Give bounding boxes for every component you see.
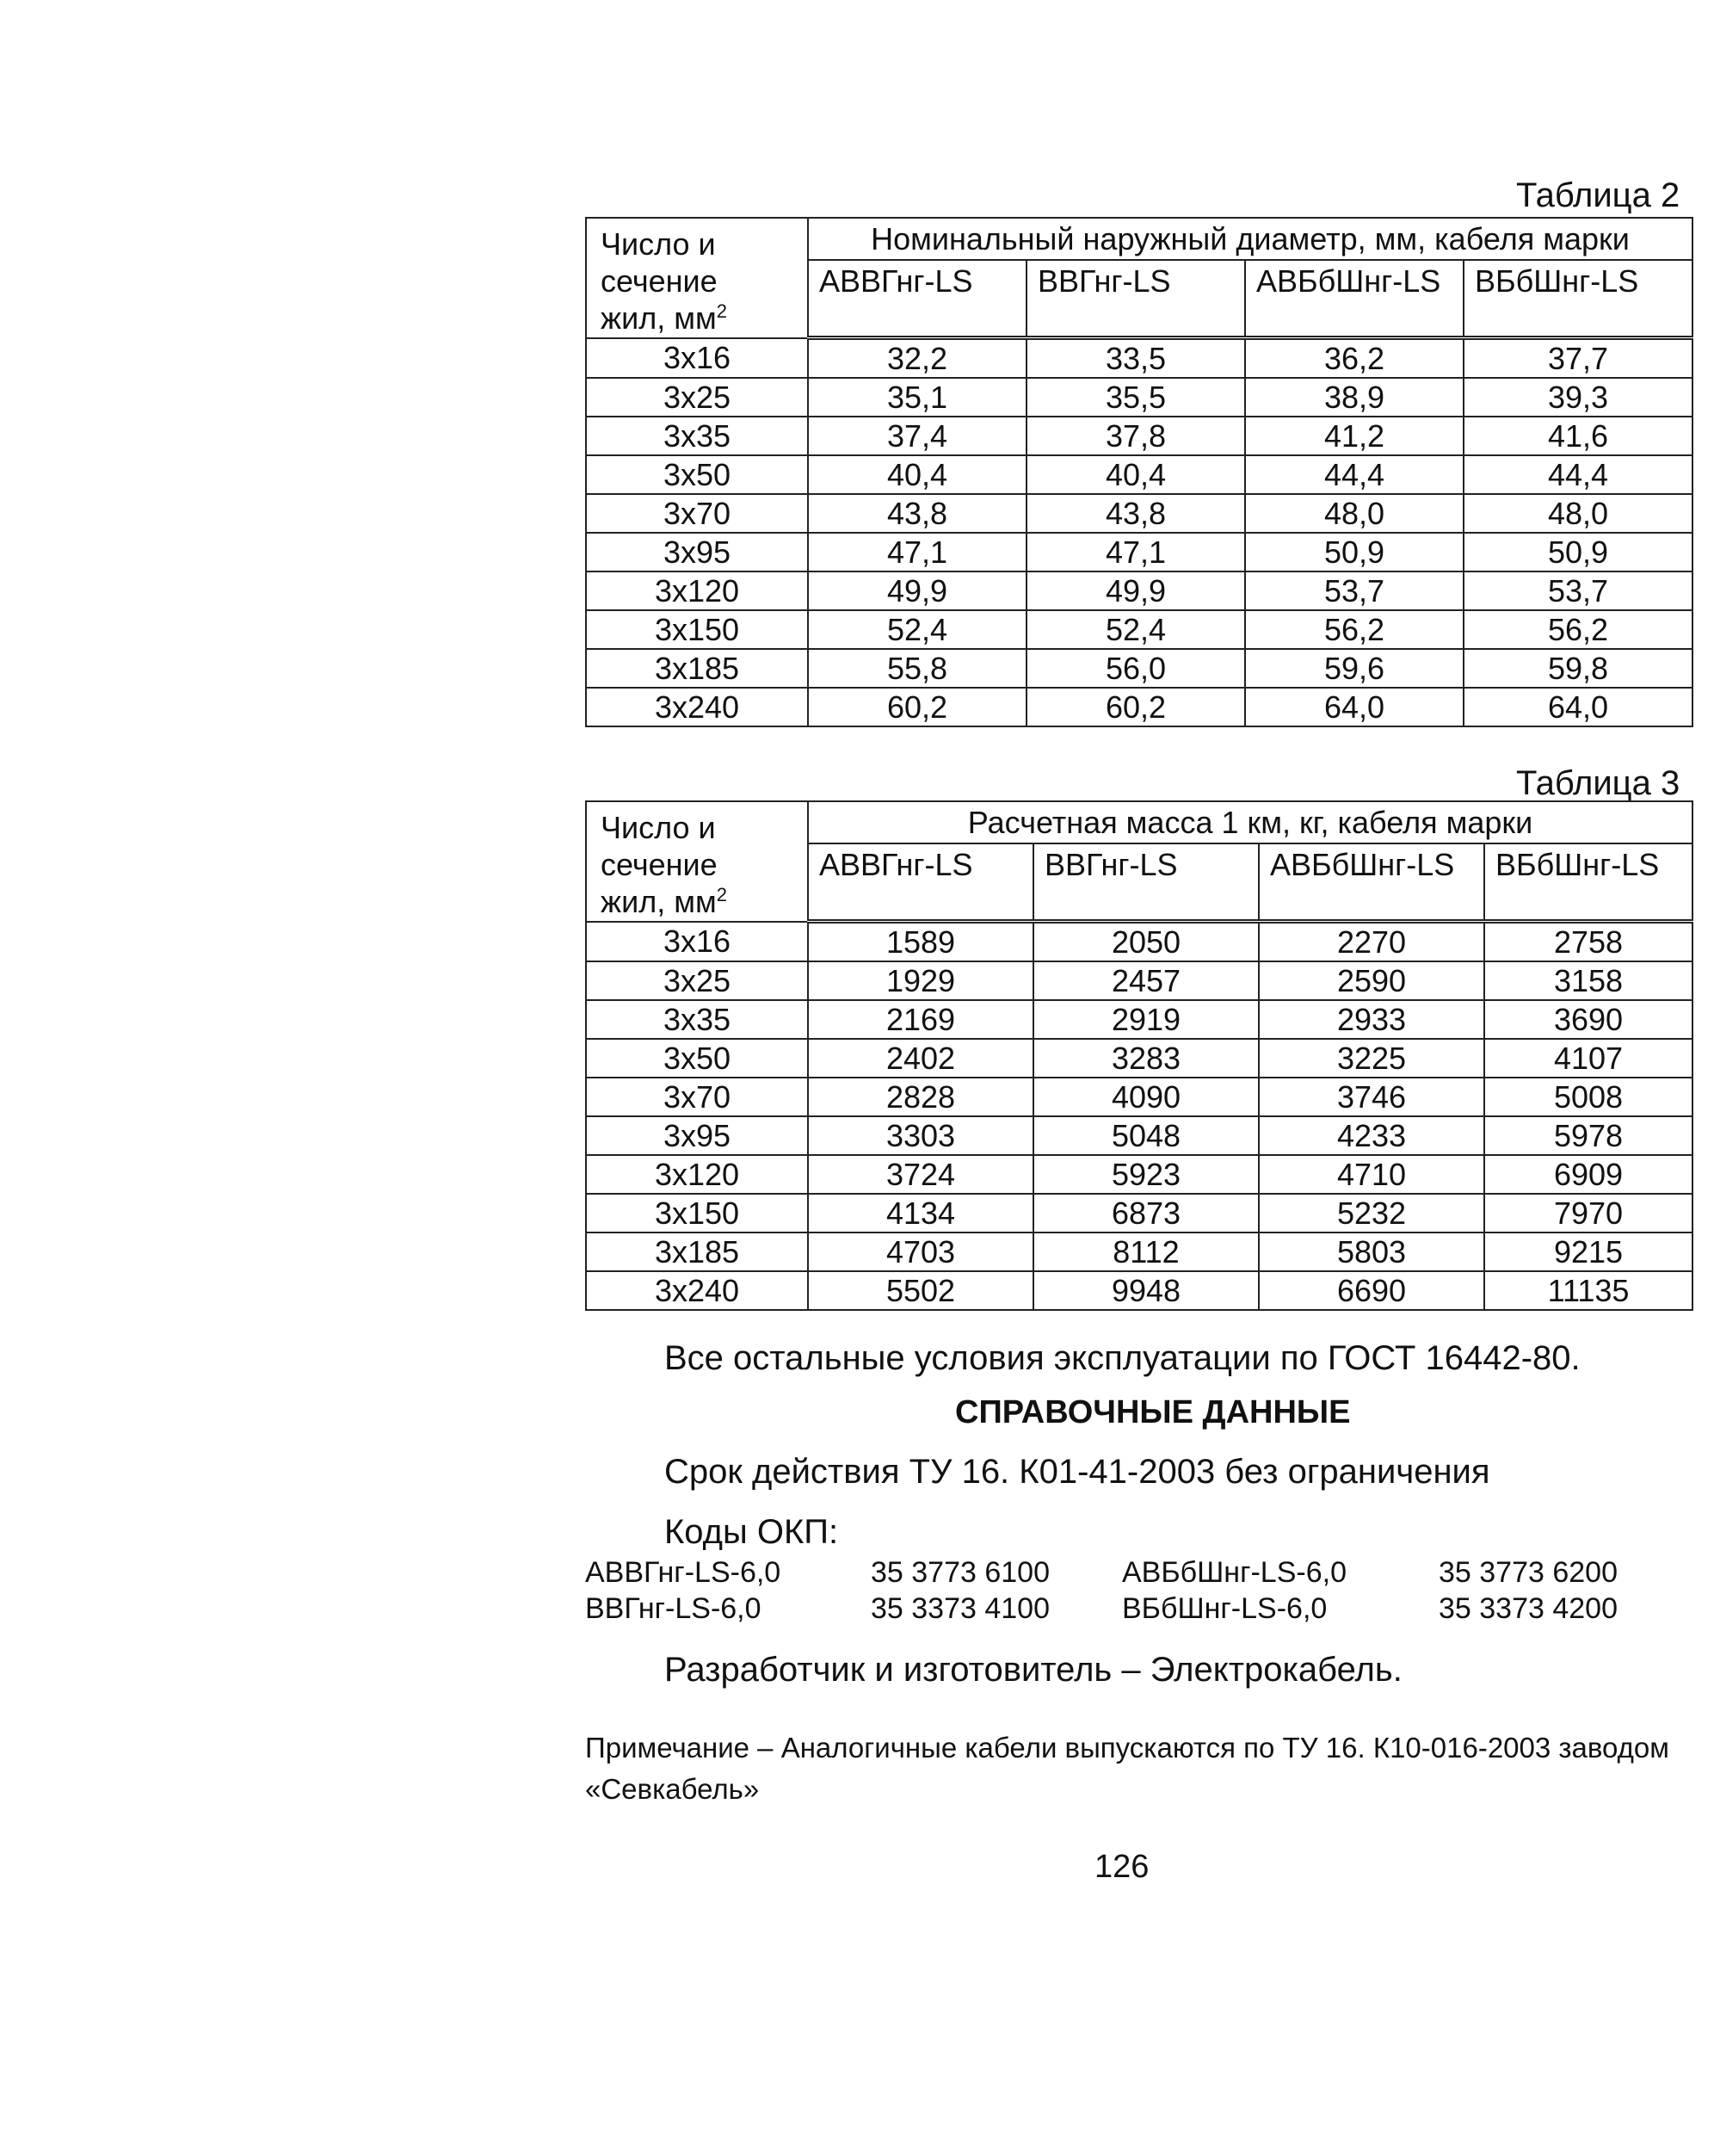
value-cell: 56,2	[1245, 610, 1464, 649]
corner-line-1: Число и	[601, 226, 716, 262]
row-header-cell: 3х150	[586, 610, 808, 649]
value-cell: 3724	[808, 1155, 1033, 1194]
table3-body	[586, 922, 1692, 1311]
table3	[585, 800, 1693, 1311]
value-cell: 49,9	[808, 571, 1027, 610]
row-header-cell: 3х95	[586, 533, 808, 571]
table-row	[586, 1039, 1692, 1078]
table-row	[586, 571, 1692, 610]
table-row	[586, 455, 1692, 494]
value-cell: 3283	[1033, 1039, 1259, 1078]
value-cell: 59,6	[1245, 649, 1464, 688]
value-cell: 33,5	[1027, 338, 1245, 379]
value-cell: 2758	[1484, 922, 1692, 962]
row-header-cell: 3х150	[586, 1194, 808, 1232]
okp-code: 35 3373 4200	[1439, 1592, 1618, 1625]
table-row	[586, 533, 1692, 571]
value-cell: 4703	[808, 1232, 1033, 1271]
table-row	[586, 1000, 1692, 1039]
value-cell: 60,2	[808, 688, 1027, 726]
reference-data-heading: СПРАВОЧНЫЕ ДАННЫЕ	[955, 1394, 1351, 1430]
table3-span-header: Расчетная масса 1 км, кг, кабеля марки	[808, 801, 1692, 843]
value-cell: 7970	[1484, 1194, 1692, 1232]
table-row	[586, 922, 1692, 962]
okp-code: 35 3773 6100	[871, 1556, 1050, 1589]
value-cell: 9948	[1033, 1271, 1259, 1310]
value-cell: 64,0	[1464, 688, 1692, 726]
table3-brand-header: ВВГнг-LS	[1033, 843, 1259, 921]
value-cell: 2919	[1033, 1000, 1259, 1039]
value-cell: 53,7	[1245, 571, 1464, 610]
value-cell: 43,8	[808, 494, 1027, 533]
value-cell: 47,1	[808, 533, 1027, 571]
row-header-cell: 3х185	[586, 649, 808, 688]
value-cell: 4107	[1484, 1039, 1692, 1078]
value-cell: 38,9	[1245, 378, 1464, 417]
value-cell: 9215	[1484, 1232, 1692, 1271]
row-header-cell: 3х70	[586, 1078, 808, 1116]
table2-brand-header: ВВГнг-LS	[1027, 260, 1245, 337]
value-cell: 36,2	[1245, 338, 1464, 379]
value-cell: 2590	[1259, 961, 1484, 1000]
table-row	[586, 1271, 1692, 1310]
value-cell: 35,1	[808, 378, 1027, 417]
value-cell: 6690	[1259, 1271, 1484, 1310]
row-header-cell: 3х35	[586, 1000, 808, 1039]
value-cell: 37,8	[1027, 417, 1245, 455]
table-row	[586, 1232, 1692, 1271]
value-cell: 5978	[1484, 1116, 1692, 1155]
value-cell: 2169	[808, 1000, 1033, 1039]
value-cell: 4134	[808, 1194, 1033, 1232]
value-cell: 55,8	[808, 649, 1027, 688]
row-header-cell: 3х50	[586, 455, 808, 494]
value-cell: 3690	[1484, 1000, 1692, 1039]
value-cell: 5923	[1033, 1155, 1259, 1194]
table-row	[586, 649, 1692, 688]
value-cell: 39,3	[1464, 378, 1692, 417]
value-cell: 5502	[808, 1271, 1033, 1310]
validity-term-text: Срок действия ТУ 16. К01-41-2003 без ограничения	[664, 1453, 1490, 1491]
value-cell: 8112	[1033, 1232, 1259, 1271]
value-cell: 40,4	[1027, 455, 1245, 494]
row-header-cell: 3х35	[586, 417, 808, 455]
table-row	[586, 494, 1692, 533]
table-row	[586, 688, 1692, 726]
value-cell: 60,2	[1027, 688, 1245, 726]
value-cell: 5008	[1484, 1078, 1692, 1116]
value-cell: 1929	[808, 961, 1033, 1000]
value-cell: 56,2	[1464, 610, 1692, 649]
table3-brand-header: АВВГнг-LS	[808, 843, 1033, 921]
value-cell: 3746	[1259, 1078, 1484, 1116]
value-cell: 41,2	[1245, 417, 1464, 455]
table-row	[586, 417, 1692, 455]
value-cell: 32,2	[808, 338, 1027, 379]
value-cell: 2402	[808, 1039, 1033, 1078]
value-cell: 2933	[1259, 1000, 1484, 1039]
okp-codes-heading: Коды ОКП:	[664, 1513, 839, 1551]
page-number: 126	[1094, 1849, 1150, 1885]
gost-conditions-text: Все остальные условия эксплуатации по ГОСТ 16442-80.	[664, 1339, 1581, 1377]
value-cell: 64,0	[1245, 688, 1464, 726]
row-header-cell: 3х120	[586, 571, 808, 610]
row-header-cell: 3х50	[586, 1039, 808, 1078]
table2-brand-header: ВБбШнг-LS	[1464, 260, 1692, 337]
value-cell: 6909	[1484, 1155, 1692, 1194]
row-header-cell: 3х120	[586, 1155, 808, 1194]
table2-span-header: Номинальный наружный диаметр, мм, кабеля марки	[808, 218, 1692, 260]
value-cell: 43,8	[1027, 494, 1245, 533]
row-header-cell: 3х16	[586, 338, 808, 379]
value-cell: 4710	[1259, 1155, 1484, 1194]
value-cell: 37,7	[1464, 338, 1692, 379]
value-cell: 48,0	[1245, 494, 1464, 533]
value-cell: 44,4	[1245, 455, 1464, 494]
value-cell: 35,5	[1027, 378, 1245, 417]
table3-brand-header: ВБбШнг-LS	[1484, 843, 1692, 921]
okp-brand: АВВГнг-LS-6,0	[585, 1556, 781, 1589]
note-text: Примечание – Аналогичные кабели выпускаются по ТУ 16. К10-016-2003 заводом «Севкабель»	[585, 1732, 1669, 1805]
okp-brand: АВБбШнг-LS-6,0	[1122, 1556, 1347, 1589]
value-cell: 3225	[1259, 1039, 1484, 1078]
value-cell: 53,7	[1464, 571, 1692, 610]
table2-brand-header: АВВГнг-LS	[808, 260, 1027, 337]
value-cell: 52,4	[808, 610, 1027, 649]
value-cell: 47,1	[1027, 533, 1245, 571]
table-row	[586, 1155, 1692, 1194]
value-cell: 2050	[1033, 922, 1259, 962]
row-header-cell: 3х70	[586, 494, 808, 533]
value-cell: 59,8	[1464, 649, 1692, 688]
table3-corner-header	[586, 801, 808, 922]
okp-brand: ВВГнг-LS-6,0	[585, 1592, 761, 1625]
row-header-cell: 3х25	[586, 378, 808, 417]
okp-code: 35 3773 6200	[1439, 1556, 1618, 1589]
value-cell: 2828	[808, 1078, 1033, 1116]
corner-line-2: сечение	[601, 263, 718, 300]
value-cell: 52,4	[1027, 610, 1245, 649]
developer-text: Разработчик и изготовитель – Электрокабель.	[664, 1651, 1403, 1689]
table-row	[586, 1078, 1692, 1116]
corner-line-3: жил, $мм^2$	[601, 884, 727, 920]
value-cell: 50,9	[1245, 533, 1464, 571]
row-header-cell: 3х240	[586, 1271, 808, 1310]
value-cell: 37,4	[808, 417, 1027, 455]
value-cell: 1589	[808, 922, 1033, 962]
value-cell: 41,6	[1464, 417, 1692, 455]
table2-corner-header	[586, 218, 808, 338]
row-header-cell: 3х240	[586, 688, 808, 726]
table2-brand-header: АВБбШнг-LS	[1245, 260, 1464, 337]
value-cell: 4233	[1259, 1116, 1484, 1155]
table-row	[586, 961, 1692, 1000]
table3-brand-header: АВБбШнг-LS	[1259, 843, 1484, 921]
value-cell: 3303	[808, 1116, 1033, 1155]
row-header-cell: 3х16	[586, 922, 808, 962]
row-header-cell: 3х95	[586, 1116, 808, 1155]
value-cell: 44,4	[1464, 455, 1692, 494]
corner-line-2: сечение	[601, 847, 718, 883]
table2	[585, 217, 1693, 727]
table2-caption: Таблица 2	[1516, 176, 1680, 214]
okp-brand: ВБбШнг-LS-6,0	[1122, 1592, 1328, 1625]
table-row	[586, 378, 1692, 417]
value-cell: 49,9	[1027, 571, 1245, 610]
value-cell: 2457	[1033, 961, 1259, 1000]
value-cell: 6873	[1033, 1194, 1259, 1232]
value-cell: 56,0	[1027, 649, 1245, 688]
value-cell: 4090	[1033, 1078, 1259, 1116]
value-cell: 5048	[1033, 1116, 1259, 1155]
table3-caption: Таблица 3	[1516, 764, 1680, 802]
value-cell: 5803	[1259, 1232, 1484, 1271]
value-cell: 11135	[1484, 1271, 1692, 1310]
row-header-cell: 3х25	[586, 961, 808, 1000]
corner-line-3: жил, $мм^2$	[601, 300, 727, 337]
table2-body	[586, 338, 1692, 727]
value-cell: 40,4	[808, 455, 1027, 494]
table-row	[586, 1116, 1692, 1155]
value-cell: 5232	[1259, 1194, 1484, 1232]
table-row	[586, 1194, 1692, 1232]
row-header-cell: 3х185	[586, 1232, 808, 1271]
corner-line-1: Число и	[601, 810, 716, 845]
value-cell: 2270	[1259, 922, 1484, 962]
value-cell: 50,9	[1464, 533, 1692, 571]
value-cell: 48,0	[1464, 494, 1692, 533]
table-row	[586, 610, 1692, 649]
okp-code: 35 3373 4100	[871, 1592, 1050, 1625]
value-cell: 3158	[1484, 961, 1692, 1000]
table-row	[586, 338, 1692, 379]
